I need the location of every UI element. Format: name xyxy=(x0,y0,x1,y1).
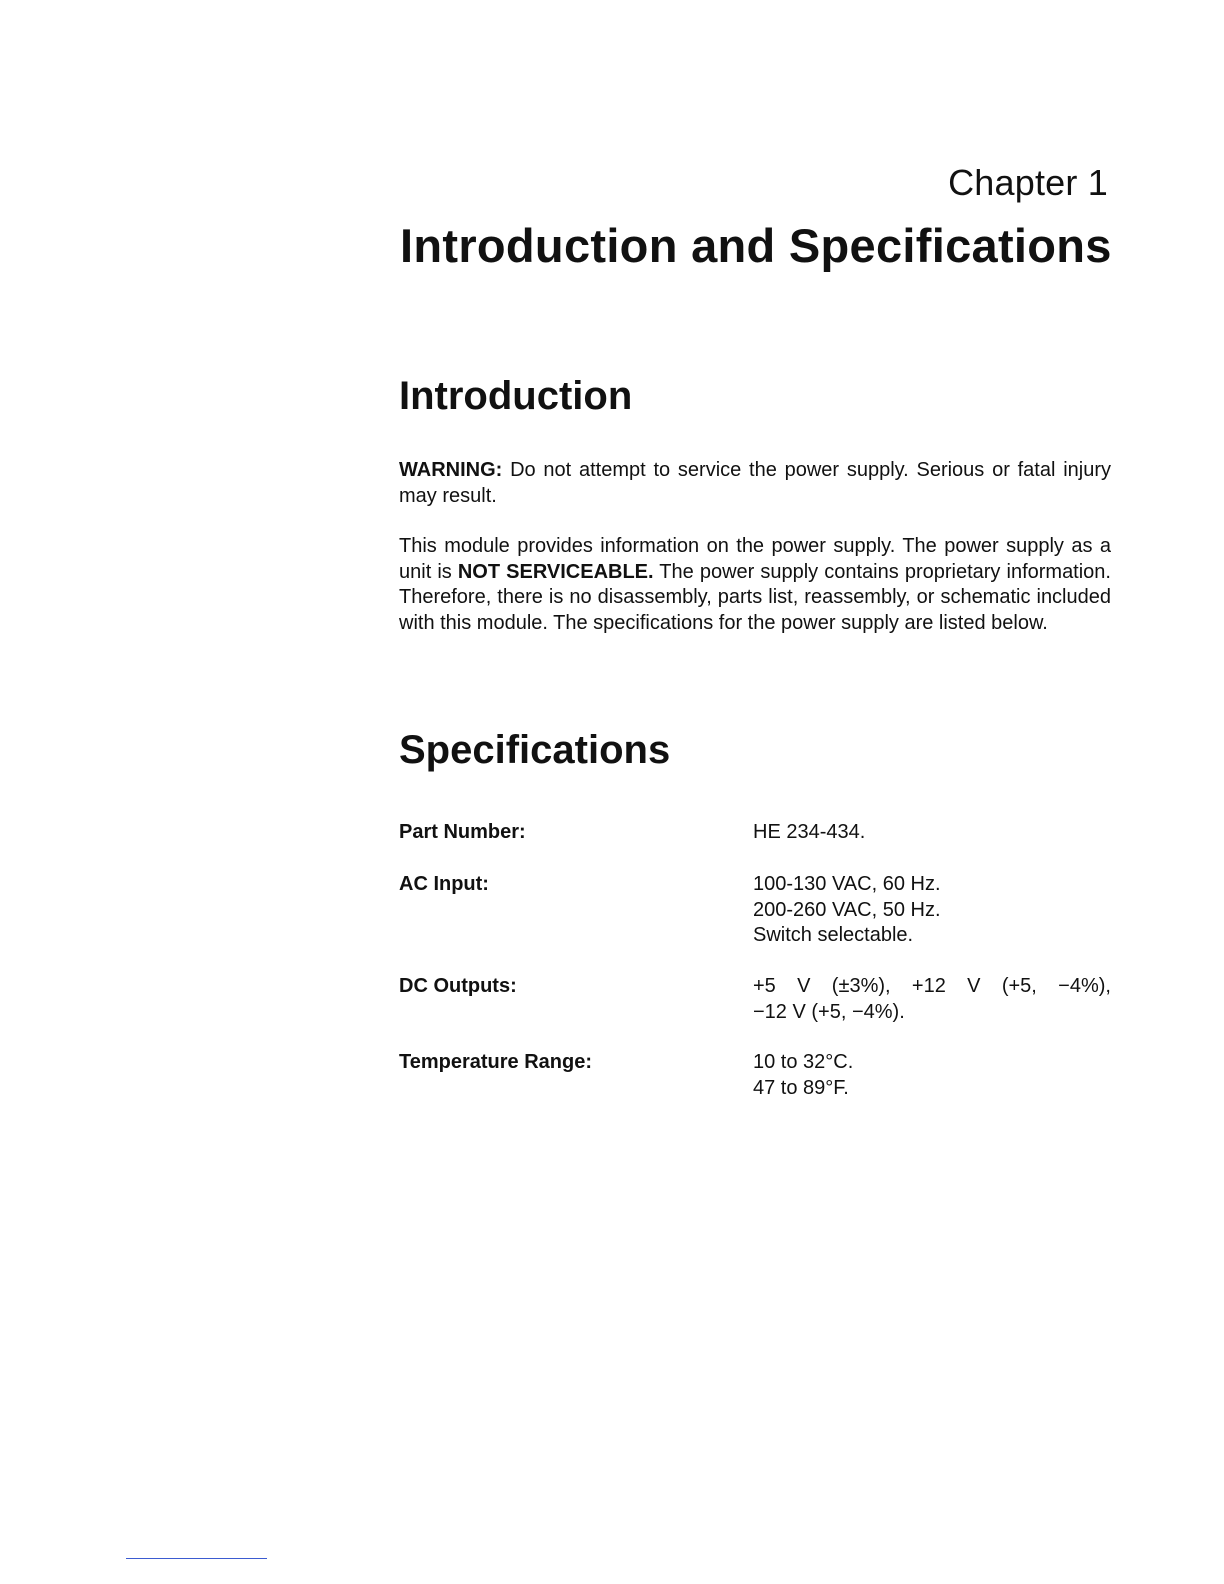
not-serviceable-emphasis: NOT SERVICEABLE. xyxy=(457,560,654,583)
specifications-heading: Specifications xyxy=(399,728,671,772)
spec-value: Switch selectable. xyxy=(753,924,914,946)
spec-values xyxy=(753,974,1111,1025)
introduction-paragraph xyxy=(399,534,1111,636)
spec-label: Temperature Range: xyxy=(399,1051,593,1073)
body-text-part2: The power supply contains proprietary information. Therefore, there is no disassembly, parts list, reassembly, or schematic included with this module. The specifications for the power supply are listed below. xyxy=(399,560,1111,634)
spec-value: 200-260 VAC, 50 Hz. xyxy=(753,898,941,921)
warning-text: Do not attempt to service the power supply. Serious or fatal injury may result. xyxy=(399,459,1111,507)
spec-values xyxy=(753,820,1111,846)
spec-value: 10 to 32°C. xyxy=(753,1051,854,1073)
spec-value: HE 234-434. xyxy=(753,821,866,843)
spec-label: Part Number: xyxy=(399,821,526,843)
chapter-label: Chapter 1 xyxy=(948,162,1108,203)
footer-rule xyxy=(126,1558,267,1559)
spec-values xyxy=(753,1050,1111,1101)
spec-values xyxy=(753,872,1111,949)
warning-paragraph xyxy=(399,458,1111,509)
spec-value: +5 V (±3%), +12 V (+5, −4%), xyxy=(753,975,1111,997)
warning-label: WARNING: xyxy=(399,459,503,481)
spec-label: DC Outputs: xyxy=(399,975,517,997)
introduction-heading: Introduction xyxy=(399,374,633,418)
spec-value: −12 V (+5, −4%). xyxy=(753,1000,905,1023)
body-text-part1: This module provides information on the power supply. The power supply as a unit is xyxy=(399,535,1111,583)
spec-label: AC Input: xyxy=(399,873,489,895)
spec-value: 100-130 VAC, 60 Hz. xyxy=(753,873,941,895)
spec-value: 47 to 89°F. xyxy=(753,1076,849,1099)
chapter-title: Introduction and Specifications xyxy=(400,219,1112,272)
